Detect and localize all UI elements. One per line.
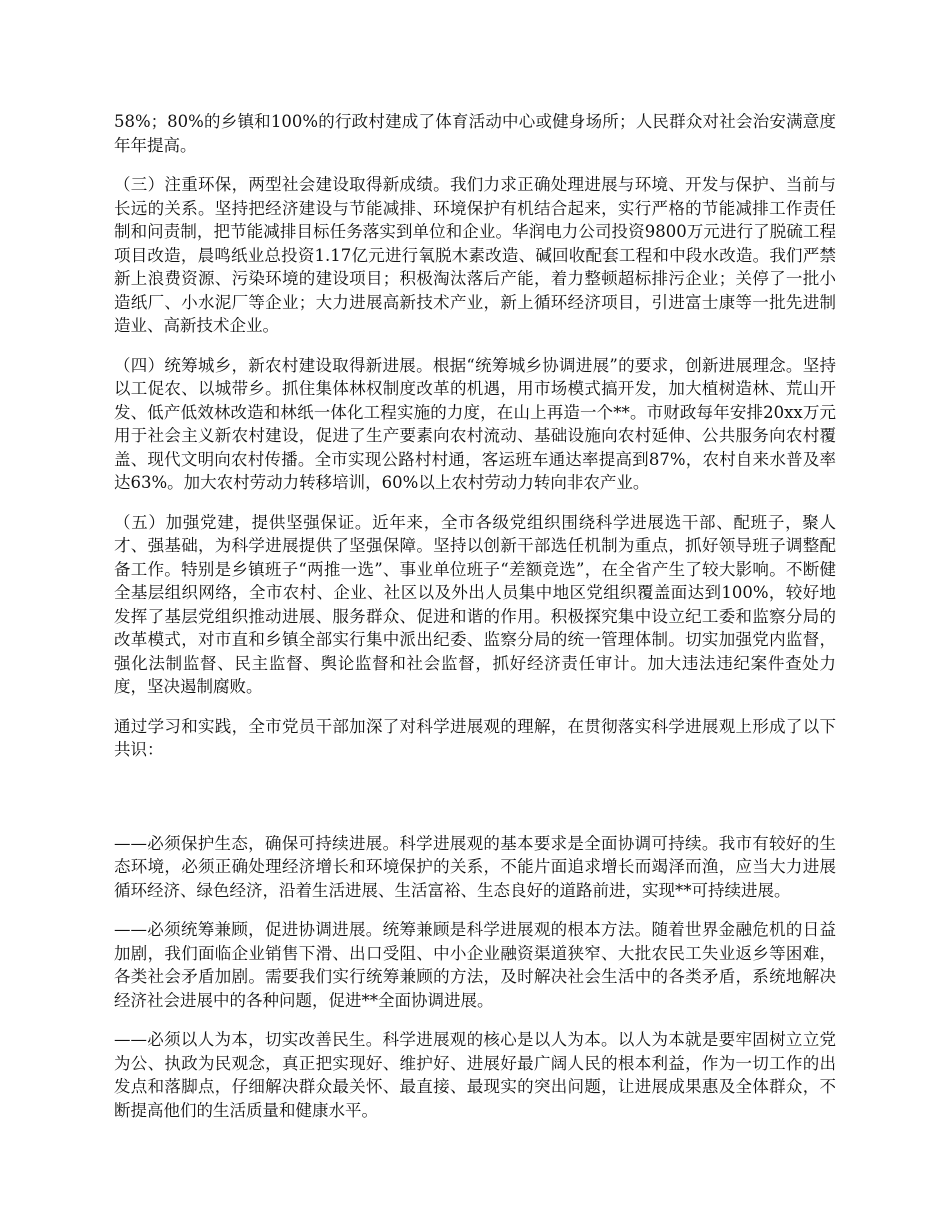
paragraph-ecology: ——必须保护生态，确保可持续进展。科学进展观的基本要求是全面协调可持续。我市有较好的生态环境，必须正确处理经济增长和环境保护的关系，不能片面追求增长而竭泽而渔，应当大力进展循环经济、绿色经济，沿着生活进展、生活富裕、生态良好的道路前进，实现**可持续进展。	[114, 833, 836, 900]
document-page	[114, 110, 836, 1138]
paragraph-party-building: （五）加强党建，提供坚强保证。近年来，全市各级党组织围绕科学进展选干部、配班子，聚人才、强基础，为科学进展提供了坚强保障。坚持以创新干部选任机制为重点，抓好领导班子调整配备工作。特别是乡镇班子“两推一选”、事业单位班子“差额竞选”，在全省产生了较大影响。不断健全基层组织网络，全市农村、企业、社区以及外出人员集中地区党组织覆盖面达到100%，较好地发挥了基层党组织推动进展、服务群众、促进和谐的作用。积极探究集中设立纪工委和监察分局的改革模式，对市直和乡镇全部实行集中派出纪委、监察分局的统一管理体制。切实加强党内监督，强化法制监督、民主监督、舆论监督和社会监督，抓好经济责任审计。加大违法违纪案件查处力度，坚决遏制腐败。	[114, 512, 836, 696]
paragraph-consensus-intro: 通过学习和实践，全市党员干部加深了对科学进展观的理解，在贯彻落实科学进展观上形成了以下共识：	[114, 716, 836, 759]
paragraph-public-security: 58%；80%的乡镇和100%的行政村建成了体育活动中心或健身场所；人民群众对社会治安满意度年年提高。	[114, 112, 836, 155]
paragraph-environment: （三）注重环保，两型社会建设取得新成绩。我们力求正确处理进展与环境、开发与保护、当前与长远的关系。坚持把经济建设与节能减排、环境保护有机结合起来，实行严格的节能减排工作责任制和问责制，把节能减排目标任务落实到单位和企业。华润电力公司投资9800万元进行了脱硫工程项目改造，晨鸣纸业总投资1.17亿元进行氧脱木素改造、碱回收配套工程和中段水改造。我们严禁新上浪费资源、污染环境的建设项目；积极淘汰落后产能，着力整顿超标排污企业；关停了一批小造纸厂、小水泥厂等企业；大力进展高新技术产业，新上循环经济项目，引进富士康等一批先进制造业、高新技术企业。	[114, 175, 836, 335]
blank-spacer	[114, 778, 836, 832]
paragraph-coordination: ——必须统筹兼顾，促进协调进展。统筹兼顾是科学进展观的根本方法。随着世界金融危机的日益加剧，我们面临企业销售下滑、出口受阻、中小企业融资渠道狭窄、大批农民工失业返乡等困难，各类社会矛盾加剧。需要我们实行统筹兼顾的方法，及时解决社会生活中的各类矛盾，系统地解决经济社会进展中的各种问题，促进**全面协调进展。	[114, 920, 836, 1010]
paragraph-people-oriented: ——必须以人为本，切实改善民生。科学进展观的核心是以人为本。以人为本就是要牢固树立立党为公、执政为民观念，真正把实现好、维护好、进展好最广阔人民的根本利益，作为一切工作的出发点和落脚点，仔细解决群众最关怀、最直接、最现实的突出问题，让进展成果惠及全体群众，不断提高他们的生活质量和健康水平。	[114, 1030, 836, 1120]
paragraph-urban-rural: （四）统筹城乡，新农村建设取得新进展。根据“统筹城乡协调进展”的要求，创新进展理念。坚持以工促农、以城带乡。抓住集体林权制度改革的机遇，用市场模式搞开发，加大植树造林、荒山开发、低产低效林改造和林纸一体化工程实施的力度，在山上再造一个**。市财政每年安排20xx万元用于社会主义新农村建设，促进了生产要素向农村流动、基础设施向农村延伸、公共服务向农村覆盖、现代文明向农村传播。全市实现公路村村通，客运班车通达率提高到87%，农村自来水普及率达63%。加大农村劳动力转移培训，60%以上农村劳动力转向非农产业。	[114, 355, 836, 492]
